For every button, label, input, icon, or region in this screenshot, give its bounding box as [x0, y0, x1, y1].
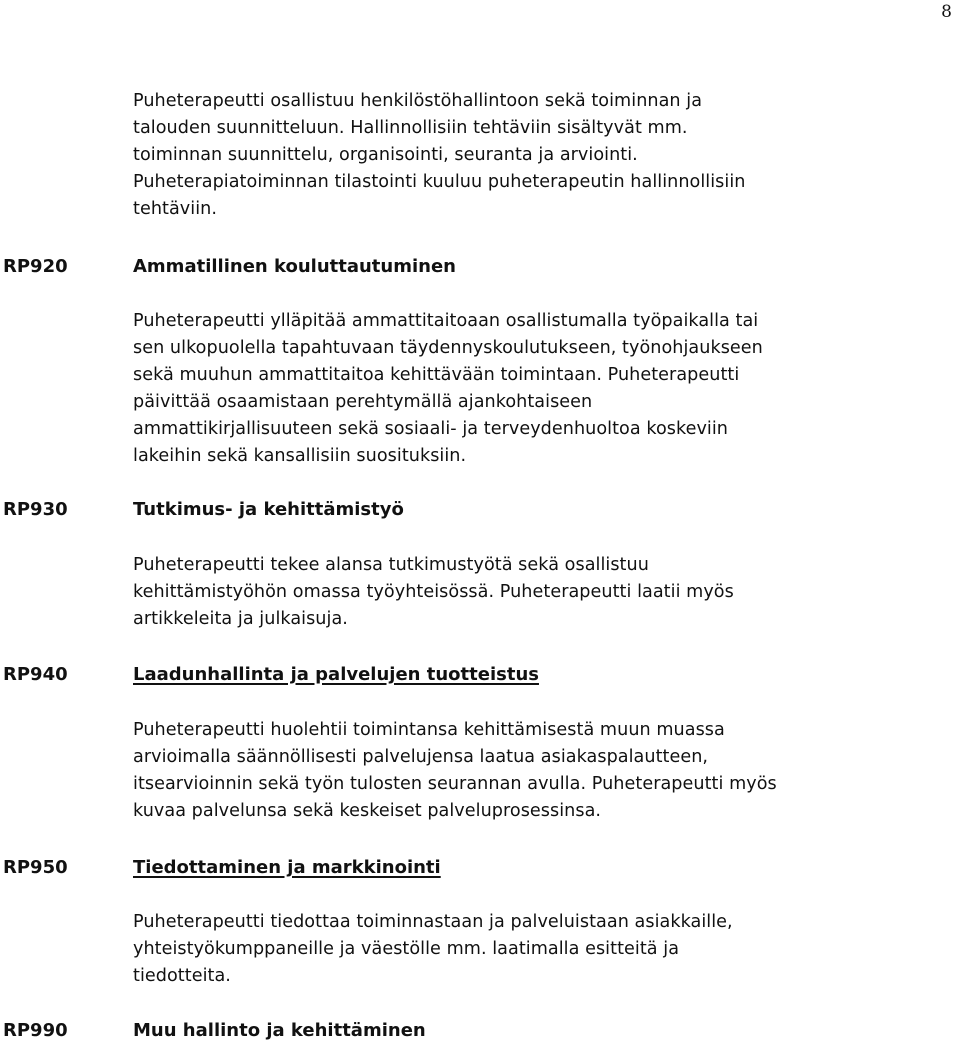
- text-line: Puheterapeutti tiedottaa toiminnastaan ja palveluistaan asiakkaille,: [133, 912, 733, 932]
- section-heading: Ammatillinen kouluttautuminen: [133, 256, 456, 277]
- section-body: [133, 717, 933, 825]
- text-line: toiminnan suunnittelu, organisointi, seuranta ja arviointi.: [133, 145, 638, 166]
- section-body: [133, 308, 933, 471]
- section-heading: Muu hallinto ja kehittäminen: [133, 1020, 426, 1041]
- section-code: RP990: [3, 1020, 68, 1041]
- text-line: kehittämistyöhön omassa työyhteisössä. Puheterapeutti laatii myös: [133, 582, 734, 603]
- text-line: sen ulkopuolella tapahtuvaan täydennyskoulutukseen, työnohjaukseen: [133, 338, 763, 359]
- text-line: tiedotteita.: [133, 966, 231, 987]
- text-line: Puheterapeutti osallistuu henkilöstöhallintoon sekä toiminnan ja: [133, 91, 703, 111]
- text-line: talouden suunnitteluun. Hallinnollisiin tehtäviin sisältyvät mm.: [133, 118, 688, 139]
- section-code: RP940: [3, 664, 68, 685]
- section-heading: Tutkimus- ja kehittämistyö: [133, 499, 404, 520]
- section-code: RP920: [3, 256, 68, 277]
- text-line: Puheterapeutti tekee alansa tutkimustyötä sekä osallistuu: [133, 555, 649, 575]
- page-number: 8: [941, 2, 952, 22]
- text-line: sekä muuhun ammattitaitoa kehittävään toimintaan. Puheterapeutti: [133, 365, 740, 386]
- intro-paragraph: [133, 88, 933, 223]
- text-line: päivittää osaamistaan perehtymällä ajankohtaiseen: [133, 392, 593, 413]
- section-code: RP950: [3, 857, 68, 878]
- text-line: lakeihin sekä kansallisiin suosituksiin.: [133, 446, 467, 467]
- text-line: artikkeleita ja julkaisuja.: [133, 609, 348, 630]
- section-heading: Tiedottaminen ja markkinointi: [133, 857, 441, 878]
- section-heading: Laadunhallinta ja palvelujen tuotteistus: [133, 664, 539, 685]
- text-line: Puheterapiatoiminnan tilastointi kuuluu puheterapeutin hallinnollisiin: [133, 172, 746, 193]
- text-line: tehtäviin.: [133, 199, 217, 220]
- text-line: arvioimalla säännöllisesti palvelujensa laatua asiakaspalautteen,: [133, 747, 709, 768]
- section-code: RP930: [3, 499, 68, 520]
- text-line: Puheterapeutti ylläpitää ammattitaitoaan osallistumalla työpaikalla tai: [133, 311, 759, 331]
- section-body: [133, 552, 933, 633]
- text-line: ammattikirjallisuuteen sekä sosiaali- ja terveydenhuoltoa koskeviin: [133, 419, 728, 440]
- text-line: yhteistyökumppaneille ja väestölle mm. laatimalla esitteitä ja: [133, 939, 680, 960]
- text-line: Puheterapeutti huolehtii toimintansa kehittämisestä muun muassa: [133, 720, 725, 740]
- text-line: kuvaa palvelunsa sekä keskeiset palveluprosessinsa.: [133, 801, 602, 822]
- section-body: [133, 909, 933, 990]
- text-line: itsearvioinnin sekä työn tulosten seurannan avulla. Puheterapeutti myös: [133, 774, 777, 795]
